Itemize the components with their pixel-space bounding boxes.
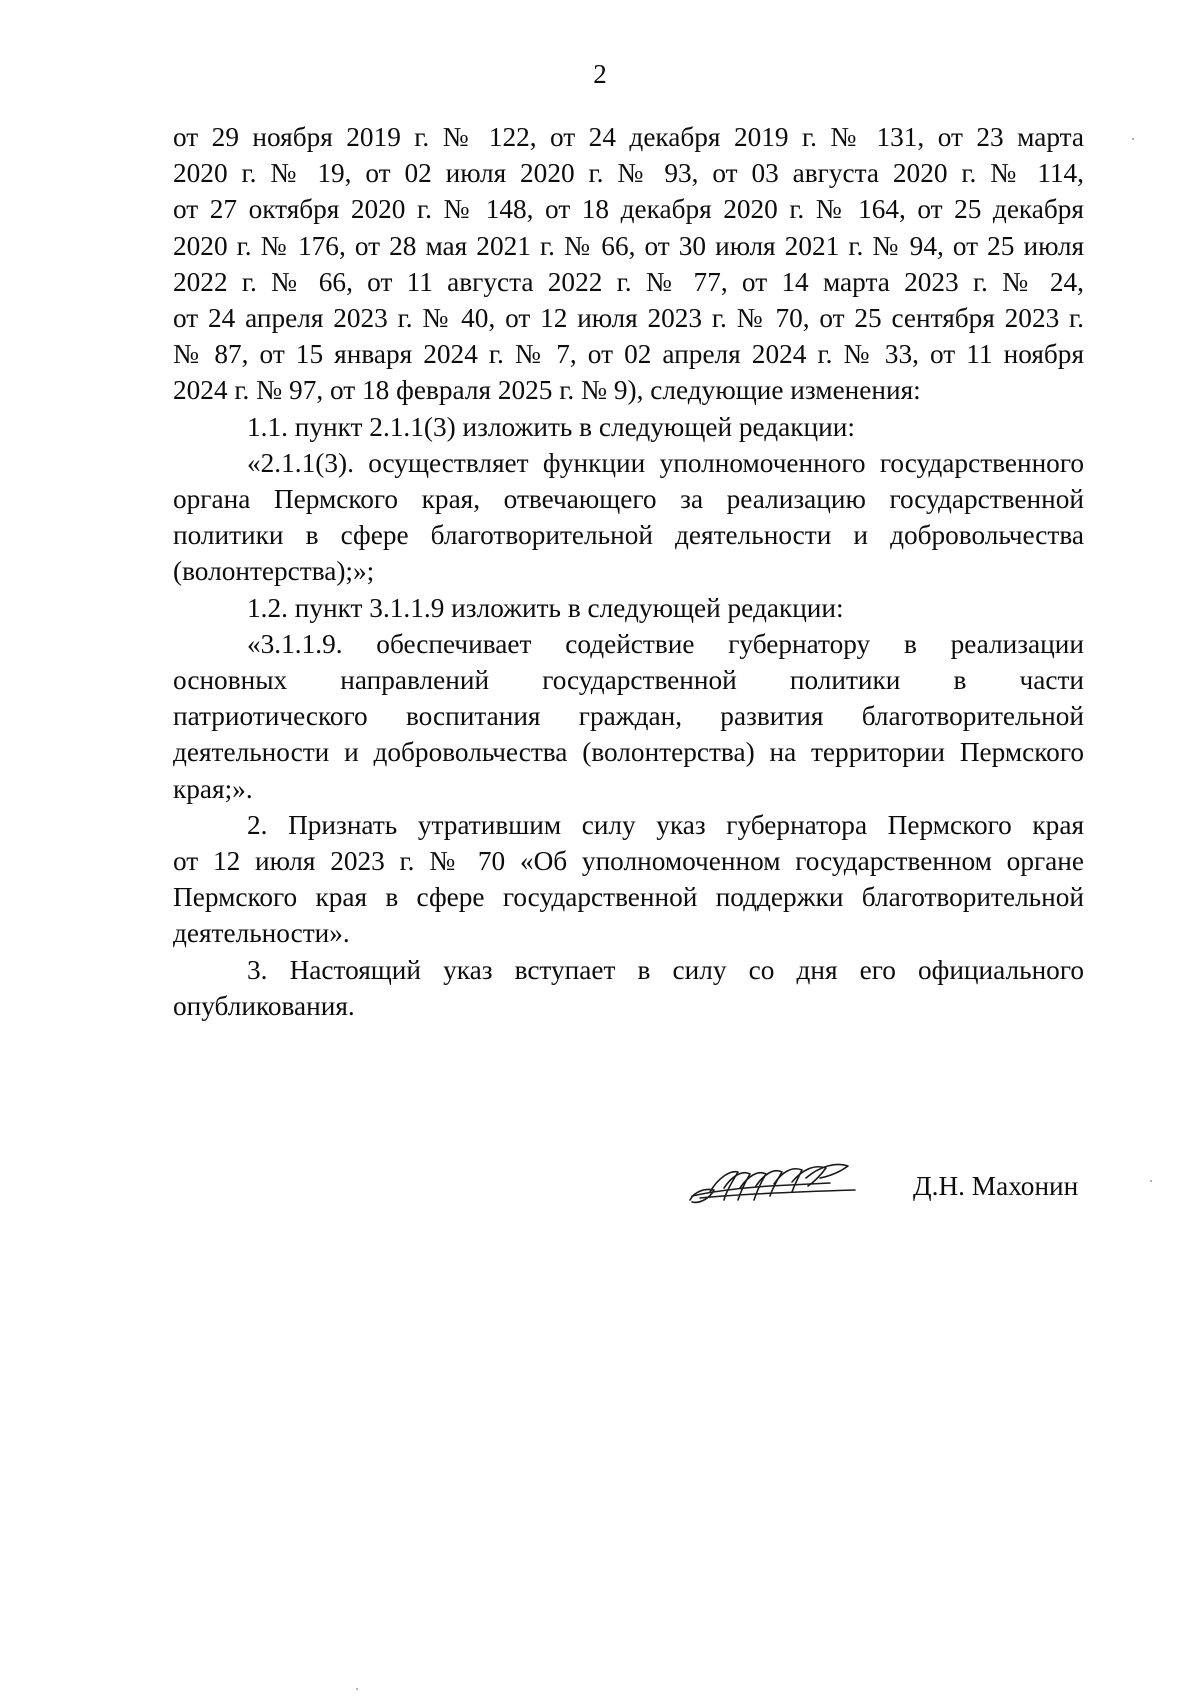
- text-line: 2022 г. № 66, от 11 августа 2022 г. № 77, от 14 марта 2023 г. № 24,: [173, 266, 1084, 297]
- text-line: 1.2. пункт 3.1.1.9 изложить в следующей редакции:: [247, 592, 844, 623]
- text-line: Пермского края в сфере государственной поддержки благотворительной: [173, 882, 1084, 913]
- text-line: «3.1.1.9. обеспечивает содействие губернатору в реализации: [247, 628, 1084, 659]
- signature-block: [680, 1148, 1100, 1238]
- text-line: 1.1. пункт 2.1.1(3) изложить в следующей редакции:: [247, 411, 855, 442]
- item-1-2-heading: [173, 590, 1084, 626]
- text-line: основных направлений государственной политики в части: [173, 665, 1084, 696]
- text-line: политики в сфере благотворительной деятельности и добровольчества: [173, 520, 1084, 551]
- text-line: 3. Настоящий указ вступает в силу со дня его официального: [247, 954, 1084, 985]
- scan-speck: [1150, 1180, 1152, 1182]
- item-3-paragraph: [173, 952, 1084, 1024]
- text-line: «2.1.1(3). осуществляет функции уполномоченного государственного: [247, 447, 1084, 478]
- text-line: деятельности».: [173, 918, 350, 949]
- text-line: органа Пермского края, отвечающего за реализацию государственной: [173, 484, 1084, 515]
- text-line: (волонтерства);»;: [173, 556, 375, 587]
- text-line: № 87, от 15 января 2024 г. № 7, от 02 апреля 2024 г. № 33, от 11 ноября: [173, 339, 1084, 370]
- handwritten-signature-icon: [680, 1148, 880, 1218]
- scan-speck: [1132, 138, 1134, 140]
- text-line: 2. Признать утратившим силу указ губернатора Пермского края: [247, 809, 1084, 840]
- text-line: края;».: [173, 773, 253, 804]
- item-1-1-quote: [173, 445, 1084, 590]
- text-line: 2024 г. № 97, от 18 февраля 2025 г. № 9), следующие изменения:: [173, 375, 921, 406]
- text-line: от 27 октября 2020 г. № 148, от 18 декабря 2020 г. № 164, от 25 декабря: [173, 194, 1084, 225]
- signer-name: Д.Н. Махонин: [913, 1171, 1079, 1201]
- text-line: опубликования.: [173, 990, 355, 1021]
- intro-paragraph: [173, 119, 1084, 409]
- item-2-paragraph: [173, 807, 1084, 952]
- item-1-1-heading: [173, 409, 1084, 445]
- text-line: деятельности и добровольчества (волонтерства) на территории Пермского: [173, 737, 1084, 768]
- text-line: от 29 ноября 2019 г. № 122, от 24 декабря 2019 г. № 131, от 23 марта: [173, 122, 1084, 152]
- text-line: 2020 г. № 176, от 28 мая 2021 г. № 66, от 30 июля 2021 г. № 94, от 25 июля: [173, 230, 1084, 261]
- scan-speck: [356, 1688, 358, 1690]
- text-line: от 24 апреля 2023 г. № 40, от 12 июля 2023 г. № 70, от 25 сентября 2023 г.: [173, 303, 1084, 334]
- page-number: 2: [593, 59, 607, 89]
- text-line: 2020 г. № 19, от 02 июля 2020 г. № 93, от 03 августа 2020 г. № 114,: [173, 158, 1084, 189]
- text-line: патриотического воспитания граждан, развития благотворительной: [173, 701, 1084, 732]
- text-line: от 12 июля 2023 г. № 70 «Об уполномоченном государственном органе: [173, 846, 1084, 877]
- decree-body: [173, 119, 1084, 1024]
- item-1-2-quote: [173, 626, 1084, 807]
